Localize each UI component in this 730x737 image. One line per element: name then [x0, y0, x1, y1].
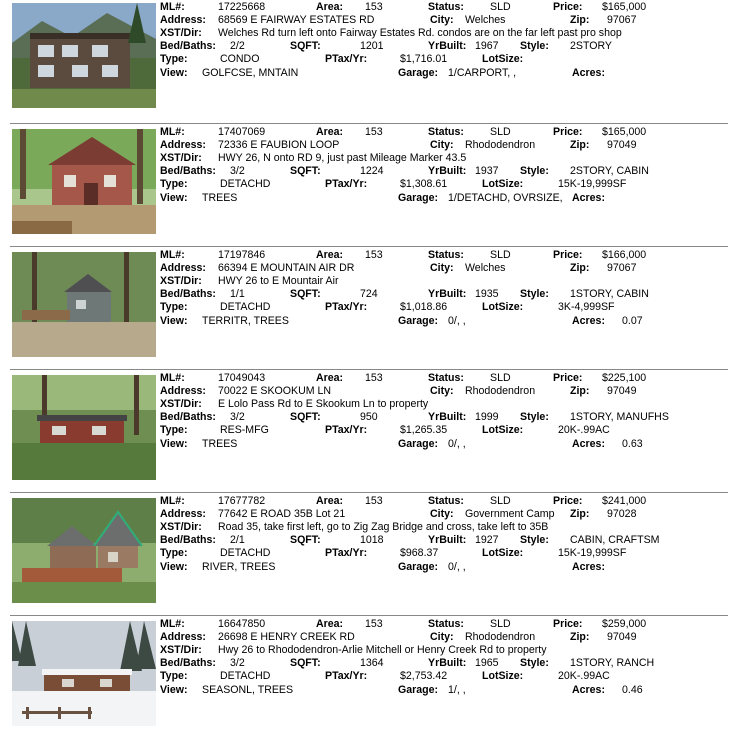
listing-row	[160, 438, 730, 451]
sqft-value: 950	[360, 411, 378, 424]
address-value: 68569 E FAIRWAY ESTATES RD	[218, 14, 375, 27]
condo-photo[interactable]	[12, 3, 156, 108]
bedbath-value: 3/2	[230, 411, 245, 424]
garage-label: Garage:	[398, 66, 439, 79]
lotsize-label: LotSize:	[482, 301, 524, 314]
listing-2[interactable]	[0, 123, 730, 245]
listing-row	[160, 508, 730, 521]
lotsize-value: 3K-4,999SF	[558, 301, 615, 314]
bedbath-label: Bed/Baths:	[160, 165, 216, 178]
bedbath-value: 1/1	[230, 288, 245, 301]
area-value: 153	[365, 1, 383, 13]
listing-row	[160, 192, 730, 205]
lotsize-label: LotSize:	[482, 178, 524, 191]
listing-row	[160, 398, 730, 411]
sqft-label: SQFT:	[290, 288, 321, 301]
xst-label: XST/Dir:	[160, 27, 202, 40]
yrbuilt-value: 1927	[475, 534, 499, 547]
yrbuilt-label: YrBuilt:	[428, 40, 467, 53]
sqft-value: 724	[360, 288, 378, 301]
xst-value: E Lolo Pass Rd to E Skookum Ln to property	[218, 398, 429, 411]
type-label: Type:	[160, 178, 188, 191]
city-label: City:	[430, 385, 454, 398]
acres-label: Acres:	[572, 683, 605, 696]
listing-row	[160, 288, 730, 301]
listing-row	[160, 534, 730, 547]
listing-row	[160, 262, 730, 275]
status-label: Status:	[428, 372, 464, 384]
area-label: Area:	[316, 495, 344, 507]
type-label: Type:	[160, 53, 188, 66]
bedbath-label: Bed/Baths:	[160, 288, 216, 301]
zip-label: Zip:	[570, 139, 590, 152]
view-value: SEASONL, TREES	[202, 683, 294, 696]
yrbuilt-label: YrBuilt:	[428, 411, 467, 424]
xst-label: XST/Dir:	[160, 521, 202, 534]
area-label: Area:	[316, 126, 344, 138]
city-label: City:	[430, 262, 454, 275]
price-label: Price:	[553, 495, 583, 507]
style-label: Style:	[520, 657, 549, 670]
address-value: 66394 E MOUNTAIN AIR DR	[218, 262, 355, 275]
type-label: Type:	[160, 424, 188, 437]
craftsman-cabin-photo[interactable]	[12, 498, 156, 603]
yrbuilt-label: YrBuilt:	[428, 657, 467, 670]
listing-row	[160, 372, 730, 385]
address-label: Address:	[160, 139, 206, 152]
xst-label: XST/Dir:	[160, 275, 202, 288]
forest-cabin-photo[interactable]	[12, 252, 156, 357]
xst-label: XST/Dir:	[160, 398, 202, 411]
view-label: View:	[160, 683, 188, 696]
listing-5[interactable]	[0, 492, 730, 614]
zip-label: Zip:	[570, 14, 590, 27]
area-value: 153	[365, 618, 383, 630]
listing-3[interactable]	[0, 246, 730, 368]
bedbath-value: 3/2	[230, 657, 245, 670]
bedbath-value: 2/2	[230, 40, 245, 53]
address-label: Address:	[160, 631, 206, 644]
view-value: TREES	[202, 191, 238, 204]
divider	[10, 123, 728, 124]
city-label: City:	[430, 14, 454, 27]
type-value: DETACHD	[220, 301, 271, 314]
address-label: Address:	[160, 385, 206, 398]
price-value: $166,000	[602, 249, 647, 261]
acres-label: Acres:	[572, 560, 605, 573]
lotsize-label: LotSize:	[482, 670, 524, 683]
area-value: 153	[365, 249, 383, 261]
yrbuilt-value: 1935	[475, 288, 499, 301]
city-value: Welches	[465, 14, 506, 27]
mls-label: ML#:	[160, 618, 185, 630]
ptax-label: PTax/Yr:	[325, 53, 368, 66]
style-value: CABIN, CRAFTSM	[570, 534, 660, 547]
mls-value: 17407069	[218, 126, 266, 138]
status-value: SLD	[490, 249, 511, 261]
sqft-label: SQFT:	[290, 165, 321, 178]
price-value: $165,000	[602, 1, 647, 13]
garage-label: Garage:	[398, 683, 439, 696]
listing-6[interactable]	[0, 615, 730, 737]
style-value: 1STORY, CABIN	[570, 288, 649, 301]
listing-row	[160, 1, 730, 14]
style-label: Style:	[520, 40, 549, 53]
snowy-ranch-photo[interactable]	[12, 621, 156, 726]
xst-label: XST/Dir:	[160, 644, 202, 657]
garage-value: 1/DETACHD, OVRSIZE,	[448, 191, 563, 204]
ptax-label: PTax/Yr:	[325, 424, 368, 437]
ptax-label: PTax/Yr:	[325, 178, 368, 191]
listing-row	[160, 657, 730, 670]
address-label: Address:	[160, 14, 206, 27]
listing-row	[160, 315, 730, 328]
sqft-value: 1224	[360, 165, 384, 178]
area-label: Area:	[316, 1, 344, 13]
listing-row	[160, 618, 730, 631]
listing-row	[160, 385, 730, 398]
style-value: 2STORY, CABIN	[570, 165, 649, 178]
garage-value: 1/, ,	[448, 683, 466, 696]
mls-value: 17677782	[218, 495, 266, 507]
yrbuilt-value: 1965	[475, 657, 499, 670]
area-value: 153	[365, 126, 383, 138]
zip-value: 97049	[607, 385, 637, 398]
listing-row	[160, 165, 730, 178]
garage-label: Garage:	[398, 560, 439, 573]
garage-value: 0/, ,	[448, 314, 466, 327]
cabin-photo[interactable]	[12, 129, 156, 234]
address-value: 26698 E HENRY CREEK RD	[218, 631, 355, 644]
listing-row	[160, 644, 730, 657]
ptax-value: $1,716.01	[400, 53, 448, 66]
divider	[10, 615, 728, 616]
city-label: City:	[430, 139, 454, 152]
listing-row	[160, 27, 730, 40]
price-value: $225,100	[602, 372, 647, 384]
listing-row	[160, 67, 730, 80]
listing-row	[160, 495, 730, 508]
type-label: Type:	[160, 547, 188, 560]
ptax-value: $2,753.42	[400, 670, 448, 683]
view-label: View:	[160, 437, 188, 450]
type-value: CONDO	[220, 53, 260, 66]
price-label: Price:	[553, 126, 583, 138]
style-label: Style:	[520, 411, 549, 424]
sqft-label: SQFT:	[290, 40, 321, 53]
lotsize-value: 20K-.99AC	[558, 424, 610, 437]
lotsize-label: LotSize:	[482, 424, 524, 437]
ptax-value: $1,265.35	[400, 424, 448, 437]
status-label: Status:	[428, 249, 464, 261]
acres-value: 0.07	[622, 314, 643, 327]
zip-label: Zip:	[570, 508, 590, 521]
bedbath-label: Bed/Baths:	[160, 411, 216, 424]
acres-value: 0.46	[622, 683, 643, 696]
area-label: Area:	[316, 372, 344, 384]
lotsize-label: LotSize:	[482, 547, 524, 560]
area-label: Area:	[316, 618, 344, 630]
garage-label: Garage:	[398, 314, 439, 327]
address-label: Address:	[160, 508, 206, 521]
listing-row	[160, 301, 730, 314]
city-value: Rhododendron	[465, 631, 536, 644]
sqft-label: SQFT:	[290, 534, 321, 547]
yrbuilt-label: YrBuilt:	[428, 288, 467, 301]
area-label: Area:	[316, 249, 344, 261]
view-value: RIVER, TREES	[202, 560, 276, 573]
zip-value: 97067	[607, 14, 637, 27]
status-value: SLD	[490, 618, 511, 630]
listing-row	[160, 152, 730, 165]
mls-value: 17049043	[218, 372, 266, 384]
zip-label: Zip:	[570, 385, 590, 398]
mls-label: ML#:	[160, 372, 185, 384]
xst-value: HWY 26 to E Mountair Air	[218, 275, 339, 288]
view-label: View:	[160, 560, 188, 573]
acres-label: Acres:	[572, 191, 605, 204]
ptax-value: $1,018.86	[400, 301, 448, 314]
style-label: Style:	[520, 165, 549, 178]
type-value: DETACHD	[220, 178, 271, 191]
zip-value: 97049	[607, 631, 637, 644]
bedbath-value: 3/2	[230, 165, 245, 178]
view-label: View:	[160, 314, 188, 327]
mls-value: 17197846	[218, 249, 266, 261]
view-value: GOLFCSE, MNTAIN	[202, 66, 299, 79]
type-value: DETACHD	[220, 670, 271, 683]
city-label: City:	[430, 508, 454, 521]
style-value: 1STORY, MANUFHS	[570, 411, 669, 424]
ptax-label: PTax/Yr:	[325, 670, 368, 683]
garage-value: 0/, ,	[448, 560, 466, 573]
view-value: TERRITR, TREES	[202, 314, 289, 327]
address-value: 72336 E FAUBION LOOP	[218, 139, 340, 152]
garage-value: 0/, ,	[448, 437, 466, 450]
price-label: Price:	[553, 249, 583, 261]
price-label: Price:	[553, 618, 583, 630]
ptax-value: $968.37	[400, 547, 439, 560]
zip-value: 97049	[607, 139, 637, 152]
type-label: Type:	[160, 301, 188, 314]
listing-row	[160, 139, 730, 152]
status-value: SLD	[490, 372, 511, 384]
ptax-label: PTax/Yr:	[325, 301, 368, 314]
garage-value: 1/CARPORT, ,	[448, 66, 517, 79]
mls-label: ML#:	[160, 249, 185, 261]
yrbuilt-label: YrBuilt:	[428, 534, 467, 547]
sqft-label: SQFT:	[290, 411, 321, 424]
city-value: Rhododendron	[465, 139, 536, 152]
status-value: SLD	[490, 126, 511, 138]
yrbuilt-value: 1999	[475, 411, 499, 424]
zip-value: 97067	[607, 262, 637, 275]
address-value: 70022 E SKOOKUM LN	[218, 385, 332, 398]
status-value: SLD	[490, 495, 511, 507]
listing-row	[160, 411, 730, 424]
lotsize-label: LotSize:	[482, 53, 524, 66]
price-label: Price:	[553, 372, 583, 384]
bedbath-value: 2/1	[230, 534, 245, 547]
address-label: Address:	[160, 262, 206, 275]
status-label: Status:	[428, 618, 464, 630]
sqft-value: 1364	[360, 657, 384, 670]
acres-label: Acres:	[572, 314, 605, 327]
price-value: $259,000	[602, 618, 647, 630]
city-value: Government Camp	[465, 508, 555, 521]
lotsize-value: 20K-.99AC	[558, 670, 610, 683]
listing-row	[160, 631, 730, 644]
area-value: 153	[365, 495, 383, 507]
mls-label: ML#:	[160, 126, 185, 138]
mls-value: 17225668	[218, 1, 266, 13]
zip-value: 97028	[607, 508, 637, 521]
listing-row	[160, 126, 730, 139]
garage-label: Garage:	[398, 437, 439, 450]
listing-row	[160, 178, 730, 191]
listing-4[interactable]	[0, 369, 730, 491]
acres-label: Acres:	[572, 66, 605, 79]
bedbath-label: Bed/Baths:	[160, 657, 216, 670]
ptax-value: $1,308.61	[400, 178, 448, 191]
address-value: 77642 E ROAD 35B Lot 21	[218, 508, 346, 521]
lotsize-value: 15K-19,999SF	[558, 547, 627, 560]
yrbuilt-value: 1937	[475, 165, 499, 178]
xst-value: HWY 26, N onto RD 9, just past Mileage Marker 43.5	[218, 152, 467, 165]
yrbuilt-label: YrBuilt:	[428, 165, 467, 178]
divider	[10, 492, 728, 493]
mls-label: ML#:	[160, 495, 185, 507]
sqft-value: 1018	[360, 534, 384, 547]
xst-value: Hwy 26 to Rhododendron-Arlie Mitchell or Henry Creek Rd to property	[218, 644, 547, 657]
area-value: 153	[365, 372, 383, 384]
type-value: DETACHD	[220, 547, 271, 560]
listing-row	[160, 670, 730, 683]
type-label: Type:	[160, 670, 188, 683]
type-value: RES-MFG	[220, 424, 269, 437]
xst-label: XST/Dir:	[160, 152, 202, 165]
view-label: View:	[160, 191, 188, 204]
city-value: Welches	[465, 262, 506, 275]
listing-row	[160, 684, 730, 697]
listing-row	[160, 521, 730, 534]
listing-row	[160, 40, 730, 53]
listing-row	[160, 249, 730, 262]
listing-row	[160, 561, 730, 574]
bedbath-label: Bed/Baths:	[160, 40, 216, 53]
price-value: $241,000	[602, 495, 647, 507]
yrbuilt-value: 1967	[475, 40, 499, 53]
style-label: Style:	[520, 288, 549, 301]
manufactured-home-photo[interactable]	[12, 375, 156, 480]
status-label: Status:	[428, 126, 464, 138]
status-label: Status:	[428, 495, 464, 507]
view-value: TREES	[202, 437, 238, 450]
city-value: Rhododendron	[465, 385, 536, 398]
lotsize-value: 15K-19,999SF	[558, 178, 627, 191]
xst-value: Road 35, take first left, go to Zig Zag Bridge and cross, take left to 35B	[218, 521, 549, 534]
listing-row	[160, 424, 730, 437]
listing-row	[160, 275, 730, 288]
view-label: View:	[160, 66, 188, 79]
garage-label: Garage:	[398, 191, 439, 204]
acres-value: 0.63	[622, 437, 643, 450]
listing-row	[160, 547, 730, 560]
price-value: $165,000	[602, 126, 647, 138]
divider	[10, 369, 728, 370]
listing-1[interactable]	[0, 0, 730, 122]
bedbath-label: Bed/Baths:	[160, 534, 216, 547]
zip-label: Zip:	[570, 262, 590, 275]
sqft-label: SQFT:	[290, 657, 321, 670]
style-value: 2STORY	[570, 40, 613, 53]
price-label: Price:	[553, 1, 583, 13]
sqft-value: 1201	[360, 40, 384, 53]
divider	[10, 246, 728, 247]
listing-row	[160, 14, 730, 27]
ptax-label: PTax/Yr:	[325, 547, 368, 560]
zip-label: Zip:	[570, 631, 590, 644]
city-label: City:	[430, 631, 454, 644]
acres-label: Acres:	[572, 437, 605, 450]
style-value: 1STORY, RANCH	[570, 657, 655, 670]
status-value: SLD	[490, 1, 511, 13]
style-label: Style:	[520, 534, 549, 547]
mls-label: ML#:	[160, 1, 185, 13]
mls-value: 16647850	[218, 618, 266, 630]
status-label: Status:	[428, 1, 464, 13]
xst-value: Welches Rd turn left onto Fairway Estates Rd. condos are on the far left past pro shop	[218, 27, 622, 40]
listing-row	[160, 53, 730, 66]
